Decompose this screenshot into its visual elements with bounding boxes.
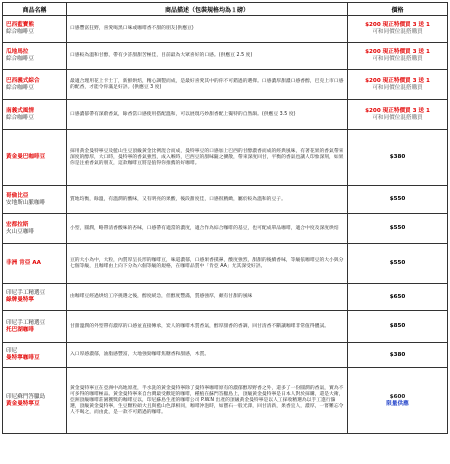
product-price: $380 [348, 130, 448, 186]
header-desc: 商品描述（包裝規格均為１磅） [67, 3, 348, 16]
table-row [3, 244, 448, 284]
product-desc: 採用黃金曼特寧豆及藍山生豆頂級黃金比例混合而成，曼特寧豆的口感加上巴西的甘醇濃香而成的經典風味，有著花果的香氣帶來深度的醇厚，大口時，曼特寧的香氣強烈，成入喉時，巴西豆的甜味隨之擴散，帶來深度回甘，平衡的香氣也讓人印象深刻，如果你是注重香氣的朋友，這款咖啡豆將是值得你推薦的好咖啡。 [67, 130, 348, 186]
product-desc: 最適合理用花上卡士丁，新鮮烘焙，精心調製而成，是最好喜愛其中的你不可錯過的選擇。口感濃厚甜濃口感香醇，巴克上市口感的配香，才能令你滿足好評。(供應豆 3 度) [67, 70, 348, 100]
product-desc: 入口厚感濃郁，油脂感豐富，大地強勁咖啡焦糖香和甜感，木質。 [67, 343, 348, 368]
product-price: $550 [348, 214, 448, 244]
product-price: $200 現正特價買 3 送 1 可和同價位混搭購買 [348, 16, 448, 43]
product-price: $850 [348, 311, 448, 343]
table-row [3, 214, 448, 244]
product-desc: 質地均衡，餘溫，有溫潤的酸味，又有明亮的果酸，後段甜度佳，口感很精緻，屬於較為溫和的豆子。 [67, 186, 348, 214]
table-row [3, 343, 448, 368]
product-desc: 甘甜溫潤的外型帶有濃厚的口感並直接傳承，炭人的咖啡木質香氣，醇厚甜香的香調，回甘清香不斷讓咖啡非常值得體試。 [67, 311, 348, 343]
product-name: 印尼 曼特寧咖啡豆 [3, 343, 67, 368]
product-price: $200 現正特價買 3 送 1 可和同價位混搭購買 [348, 100, 448, 130]
product-price: $200 現正特價買 3 送 1 可和同價位混搭購買 [348, 43, 448, 70]
table-row [3, 368, 448, 434]
product-desc: 口感濃郁帶有深蔚香氣，餘香當口感使用搭配溫和，可以展現巧妙甜香配上獨特的自然韻。(供應豆 3.5 度) [67, 100, 348, 130]
table-row [3, 100, 448, 130]
product-desc: 口感豐富狂野，喜愛喝黑口味或咖啡香不甜的朋友(供應豆) [67, 16, 348, 43]
table-row [3, 70, 448, 100]
product-name: 印尼手工精選豆 托巴湖咖啡 [3, 311, 67, 343]
header-name: 商品名稱 [3, 3, 67, 16]
product-price: $550 [348, 186, 448, 214]
table-row [3, 43, 448, 70]
product-price: $600 限量供應 [348, 368, 448, 434]
product-table [2, 2, 448, 434]
product-price: $380 [348, 343, 448, 368]
product-name: 印尼蘇門答臘島 黃金曼特寧豆 [3, 368, 67, 434]
table-row [3, 186, 448, 214]
product-desc: 由咖啡豆經過烘焙工序挑選之後，醇度緩急，但醇度豐滿，質感強厚，頗有甘甜的風味 [67, 284, 348, 311]
product-name: 哥倫比亞 安地斯山脈咖啡 [3, 186, 67, 214]
product-name: 南義式風情 綜合咖啡豆 [3, 100, 67, 130]
header-price: 價格 [348, 3, 448, 16]
product-desc: 小型，圓潤，略帶清香酸味的杏味，口感帶有適當的濃度，適合作為綜合咖啡的基豆，也可配成單品咖啡，適合中度及深度烘焙 [67, 214, 348, 244]
product-name: 印尼手工精選豆 綠牌曼特寧 [3, 284, 67, 311]
product-price: $550 [348, 244, 448, 284]
table-row [3, 311, 448, 343]
table-row [3, 284, 448, 311]
table-row [3, 16, 448, 43]
product-price: $200 現正特價買 3 送 1 可和同價位混搭購買 [348, 70, 448, 100]
product-name: 黃金曼巴咖啡豆 [3, 130, 67, 186]
table-row [3, 130, 448, 186]
product-name: 巴西藍寶熊 綜合咖啡豆 [3, 16, 67, 43]
table-header [3, 3, 448, 16]
product-name: 宏都拉斯 火山豆咖啡 [3, 214, 67, 244]
product-price: $650 [348, 284, 448, 311]
product-desc: 豆的大小為中，大粒，內質厚呈長形的咖啡豆，味道濃郁，口感果香撲鼻，酸度強烈，甜甜的後續香味，等級依咖啡豆的大小與分七個等級，且咖啡由上向下分為六個等級的規格，在咖啡品質中「肯亞 AA」尤其深受好評。 [67, 244, 348, 284]
product-name: 巴西義式綜合 綜合咖啡豆 [3, 70, 67, 100]
product-desc: 口感較為溫和甘醇，帶有少許甜甜苦極佳，目前最為大眾喜好的口感。(供應豆 2.5 度) [67, 43, 348, 70]
product-desc: 黃金曼特寧豆在亞洲中高地原產，半水洗的黃金曼特寧除了曼特寧咖啡原有的濃郁醇厚野香之外，還多了一份圓潤的香氣，實為不可多得的咖啡極品。黃金曼特寧來自台灣最受歡迎的咖啡，種植在蘇門答臘島上，頂級黃金曼特寧是日本人對於採購，還是大衛，亞洲頂級咖啡莊園獲獎的咖啡豆以，印尼蘇島生產的咖啡公司 P.W.N 出產的頂級黃金曼特寧是以人工採收精選為以手工進行篩選，頂級黃金曼特寧，生豆顆粒碩大且與藍山色澤相同，咖啡沖泡時，如寶石一般光澤，回甘清新，果香宜人，濃厚，一嘗難忘令人不喝之，而由此，是一款不可錯過的咖啡。 [67, 368, 348, 434]
product-name: 瓜地馬拉 綜合咖啡豆 [3, 43, 67, 70]
product-name: 非洲 肯亞 AA [3, 244, 67, 284]
